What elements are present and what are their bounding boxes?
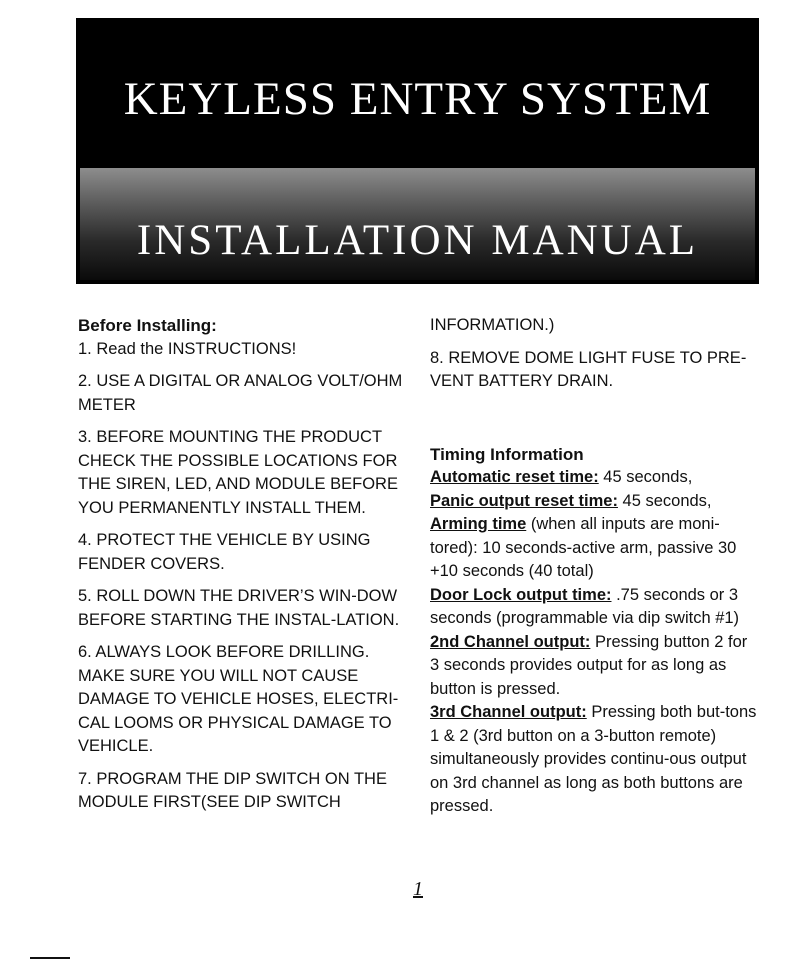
timing-text: Pressing both but-tons 1 & 2 (3rd button on a 3-button remote) simultaneously provides continu-ous output on 3rd channel as long as both buttons are pressed. [430, 703, 757, 815]
page-number: 1 [413, 878, 423, 900]
instruction-item: 4. PROTECT THE VEHICLE BY USING FENDER COVERS. [78, 531, 371, 573]
timing-text: 45 seconds, [598, 468, 693, 486]
instruction-item-continued: INFORMATION.) [430, 316, 555, 334]
timing-text: (when all inputs are moni-tored): 10 seconds-active arm, passive 30 +10 seconds (40 total) [430, 515, 737, 580]
timing-term: Automatic reset time: [430, 468, 599, 486]
instruction-item: 8. REMOVE DOME LIGHT FUSE TO PRE-VENT BATTERY DRAIN. [430, 348, 747, 390]
instruction-item: 3. BEFORE MOUNTING THE PRODUCT CHECK THE POSSIBLE LOCATIONS FOR THE SIREN, LED, AND MODULE BEFORE YOU PERMANENTLY INSTALL THEM. [78, 428, 398, 517]
footer-rule [30, 957, 70, 959]
timing-entry [430, 631, 760, 702]
instruction-item: 7. PROGRAM THE DIP SWITCH ON THE MODULE FIRST(SEE DIP SWITCH [78, 769, 387, 811]
timing-term: 2nd Channel output: [430, 632, 591, 651]
timing-text: .75 seconds or 3 seconds (programmable via dip switch #1) [430, 585, 740, 627]
left-column [78, 314, 408, 824]
instruction-item: 1. Read the INSTRUCTIONS! [78, 339, 297, 358]
timing-entry [430, 584, 760, 631]
before-installing-heading: Before Installing: [78, 316, 217, 335]
timing-entry [430, 490, 760, 514]
timing-term: Arming time [430, 515, 527, 533]
timing-text: 45 seconds, [617, 491, 712, 510]
timing-entry [430, 701, 760, 819]
instruction-item: 5. ROLL DOWN THE DRIVER’S WIN-DOW BEFORE STARTING THE INSTAL-LATION. [78, 587, 400, 629]
timing-text: Pressing button 2 for 3 seconds provides output for as long as button is pressed. [430, 632, 748, 698]
timing-term: Panic output reset time: [430, 491, 618, 510]
timing-term: Door Lock output time: [430, 585, 612, 604]
spacer [430, 403, 760, 443]
header-banner [76, 18, 759, 284]
subtitle-band [80, 168, 755, 280]
instruction-item: 6. ALWAYS LOOK BEFORE DRILLING. MAKE SURE YOU WILL NOT CAUSE DAMAGE TO VEHICLE HOSES, ELECTRI-CAL LOOMS OR PHYSICAL DAMAGE TO VEHICLE. [78, 643, 399, 755]
document-subtitle: INSTALLATION MANUAL [136, 217, 699, 264]
instruction-item: 2. USE A DIGITAL OR ANALOG VOLT/OHM METER [78, 372, 403, 414]
document-title: KEYLESS ENTRY SYSTEM [123, 73, 712, 125]
timing-list [430, 466, 760, 819]
right-column [430, 314, 760, 819]
timing-entry [430, 513, 760, 584]
timing-term: 3rd Channel output: [430, 703, 587, 721]
timing-entry [430, 466, 760, 490]
timing-heading: Timing Information [430, 444, 584, 464]
